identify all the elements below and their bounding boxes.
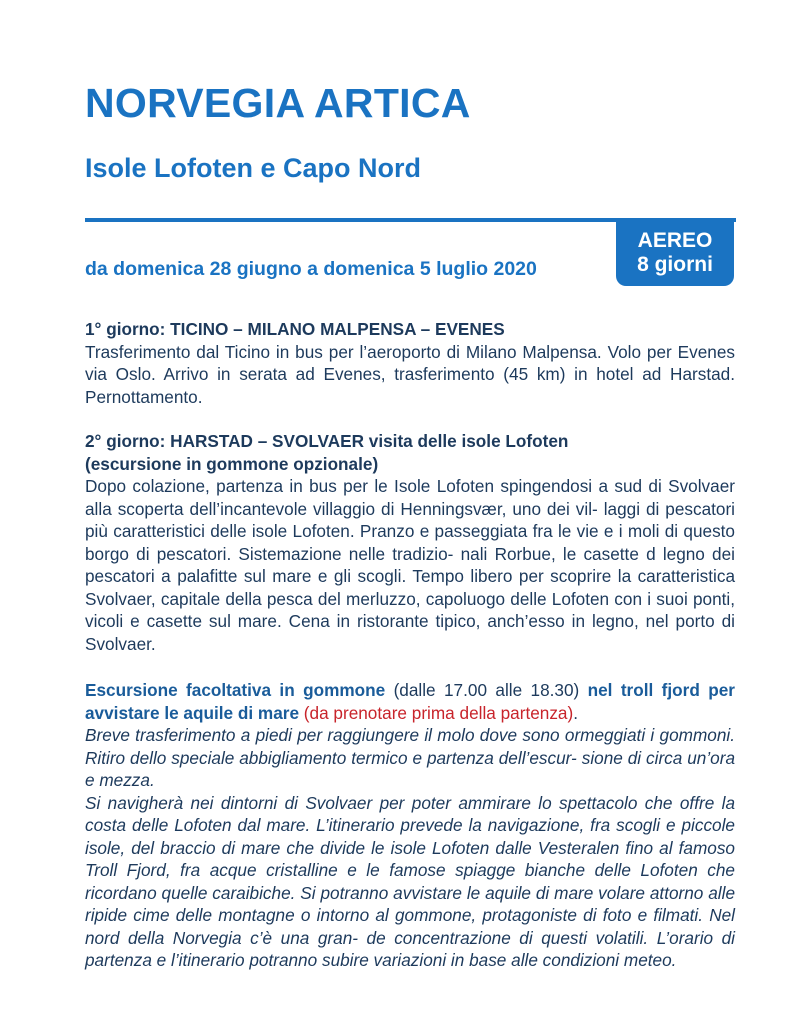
trip-dates: da domenica 28 giugno a domenica 5 luglio 2020 bbox=[85, 258, 537, 280]
page-title: NORVEGIA ARTICA bbox=[85, 80, 471, 126]
day2-line: Svolvaer alla scoperta dell’incantevole villaggio di Henningsvær, uno dei vil- bbox=[85, 476, 735, 519]
page-subtitle: Isole Lofoten e Capo Nord bbox=[85, 153, 422, 183]
itinerary-body bbox=[85, 318, 735, 972]
travel-badge bbox=[616, 222, 734, 286]
badge-duration: 8 giorni bbox=[637, 253, 713, 276]
day2-line: merluzzo, capoluogo delle Lofoten con i suoi ponti, vicoli e casette sul mare. bbox=[85, 588, 736, 631]
day2-text bbox=[85, 475, 735, 655]
excursion-paragraph-2: Si navigherà nei dintorni di Svolvaer per poter ammirare lo spettacolo che offre la costa delle Lofoten dal mare. L’itinerario prevede la navigazione, fra scogli e piccole isole, del braccio di mare che divide le isole Lofoten dalle Vesteralen fino al famoso Troll Fjord, fra acque cristalline e le famose spiagge bianche delle Lofoten che ricordano quelle caraibiche. Si potranno avvistare le aquile di mare volare attorno alle ripide cime delle montagne o intorno al gommone, protagoniste di foto e filmati. Nel nord della Norvegia c’è una gran- de concentrazione di questi volatili. L’orario di partenza e l’itinerario potranno subire variazioni in base alle condizioni meteo. bbox=[85, 792, 736, 970]
excursion-heading: Escursione facoltativa in gommone (dalle 17.00 alle 18.30) nel troll fjord per avvistare le aquile di mare (da prenotare prima della partenza). bbox=[85, 680, 735, 723]
day2-line: nali Rorbue, le casette d legno dei pescatori a palafitte sul mare e gli scogli. bbox=[85, 543, 735, 586]
day1-line: Evenes via Oslo. Arrivo in serata ad Evenes, trasferimento (45 km) in hotel ad bbox=[85, 341, 735, 384]
day2-line: Cena in ristorante tipico, anch’esso in legno, nel porto di Svolvaer. bbox=[85, 611, 736, 654]
badge-transport: AEREO bbox=[637, 229, 713, 252]
day2-line: Dopo colazione, partenza in bus per le Isole Lofoten spingendosi a sud di bbox=[85, 476, 662, 496]
day1-title: 1° giorno: TICINO – MILANO MALPENSA – EVENES bbox=[85, 319, 505, 339]
spacer bbox=[85, 408, 735, 430]
day2-title: 2° giorno: HARSTAD – SVOLVAER visita delle isole Lofoten (escursione in gommone opzionale) bbox=[85, 431, 569, 474]
day2-line: fra le vie e i moli di questo borgo di pescatori. Sistemazione nelle tradizio- bbox=[85, 521, 735, 564]
excursion-paragraph-1: Breve trasferimento a piedi per raggiungere il molo dove sono ormeggiati i gommoni. Ritiro dello speciale abbigliamento termico e partenza dell’escur- sione di circa un’ora e mezza. bbox=[85, 725, 736, 790]
day2-line: laggi di pescatori più caratteristici delle isole Lofoten. Pranzo e passeggiata bbox=[85, 498, 736, 541]
spacer bbox=[85, 655, 735, 679]
day1-line: Harstad. Pernottamento. bbox=[85, 364, 735, 407]
day1-line: Trasferimento dal Ticino in bus per l’aeroporto di Milano Malpensa. Volo per bbox=[85, 341, 672, 362]
day2-line: Tempo libero per scoprire la caratteristica Svolvaer, capitale della pesca del bbox=[85, 566, 736, 609]
day1-text bbox=[85, 341, 735, 409]
